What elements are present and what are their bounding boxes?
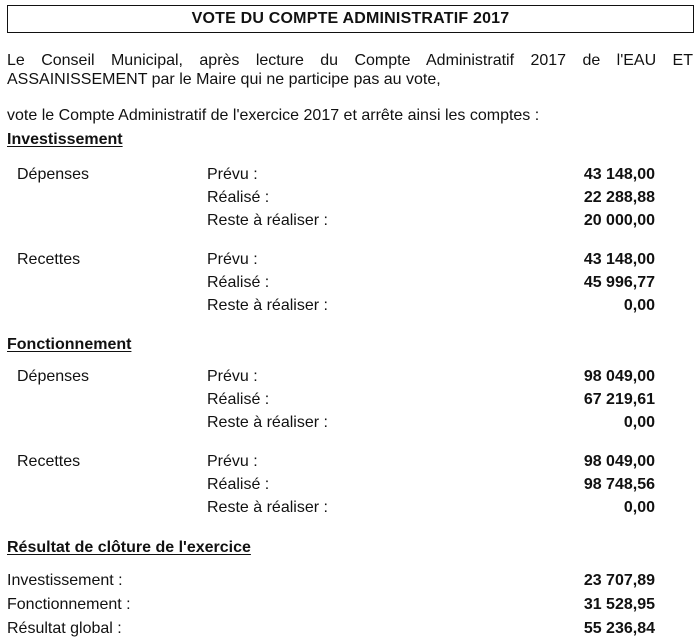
table-row	[0, 249, 699, 271]
table-row	[0, 187, 699, 209]
table-row	[0, 389, 699, 411]
table-row	[0, 618, 699, 640]
line-label: Reste à réaliser :	[207, 297, 328, 314]
line-label: Réalisé :	[207, 274, 270, 291]
result-amount: 23 707,89	[583, 572, 655, 589]
line-amount: 43 148,00	[583, 166, 655, 183]
line-label: Réalisé :	[207, 189, 270, 206]
line-amount: 98 049,00	[583, 368, 655, 385]
line-amount: 20 000,00	[583, 212, 655, 229]
category-label: Recettes	[17, 251, 81, 268]
table-row	[0, 474, 699, 496]
result-label: Résultat global :	[7, 620, 122, 637]
line-label: Prévu :	[207, 166, 258, 183]
table-row	[0, 272, 699, 294]
line-label: Reste à réaliser :	[207, 212, 328, 229]
table-row	[0, 451, 699, 473]
line-label: Réalisé :	[207, 391, 270, 408]
line-label: Réalisé :	[207, 476, 270, 493]
line-label: Prévu :	[207, 453, 258, 470]
line-amount: 43 148,00	[583, 251, 655, 268]
result-label: Fonctionnement :	[7, 596, 131, 613]
vote-paragraph: vote le Compte Administratif de l'exercice 2017 et arrête ainsi les comptes :	[7, 107, 540, 124]
document-title: VOTE DU COMPTE ADMINISTRATIF 2017	[7, 5, 694, 33]
line-amount: 45 996,77	[583, 274, 655, 291]
line-amount: 0,00	[623, 499, 655, 516]
table-row	[0, 570, 699, 592]
result-label: Investissement :	[7, 572, 123, 589]
section-heading-resultat: Résultat de clôture de l'exercice	[7, 539, 251, 556]
table-row	[0, 412, 699, 434]
intro-paragraph: Le Conseil Municipal, après lecture du Compte Administratif 2017 de l'EAU ET ASSAINISSEMENT par le Maire qui ne participe pas au vote,	[7, 52, 693, 88]
line-amount: 0,00	[623, 297, 655, 314]
line-amount: 98 748,56	[583, 476, 655, 493]
line-label: Reste à réaliser :	[207, 499, 328, 516]
table-row	[0, 164, 699, 186]
category-label: Dépenses	[17, 368, 90, 385]
line-amount: 67 219,61	[583, 391, 655, 408]
line-label: Prévu :	[207, 251, 258, 268]
section-heading-fonctionnement: Fonctionnement	[7, 336, 132, 353]
result-amount: 31 528,95	[583, 596, 655, 613]
table-row	[0, 366, 699, 388]
table-row	[0, 497, 699, 519]
table-row	[0, 594, 699, 616]
line-label: Prévu :	[207, 368, 258, 385]
line-label: Reste à réaliser :	[207, 414, 328, 431]
category-label: Recettes	[17, 453, 81, 470]
table-row	[0, 295, 699, 317]
section-heading-investissement: Investissement	[7, 131, 123, 148]
line-amount: 0,00	[623, 414, 655, 431]
category-label: Dépenses	[17, 166, 90, 183]
table-row	[0, 210, 699, 232]
line-amount: 22 288,88	[583, 189, 655, 206]
line-amount: 98 049,00	[583, 453, 655, 470]
result-amount: 55 236,84	[583, 620, 655, 637]
